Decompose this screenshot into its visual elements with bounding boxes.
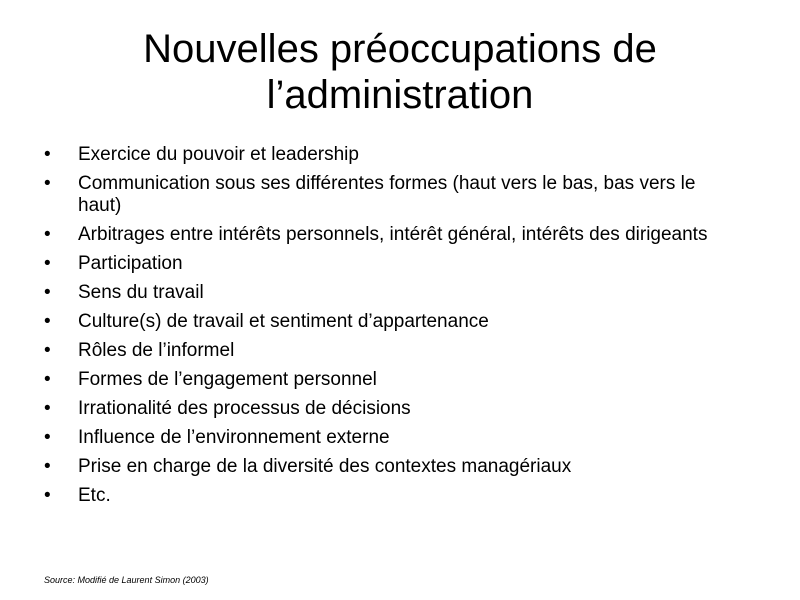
bullet-icon: •: [44, 224, 51, 245]
slide-title: [40, 26, 760, 118]
list-item-text: Communication sous ses différentes formes (haut vers le bas, bas vers le haut): [78, 173, 696, 216]
list-item-text: Arbitrages entre intérêts personnels, intérêt général, intérêts des dirigeants: [78, 224, 708, 245]
bullet-icon: •: [44, 485, 51, 506]
bullet-icon: •: [44, 456, 51, 477]
list-item: [42, 173, 732, 217]
list-item: [42, 369, 732, 391]
bullet-icon: •: [44, 253, 51, 274]
list-item-text: Prise en charge de la diversité des contextes managériaux: [78, 456, 572, 477]
list-item-text: Etc.: [78, 485, 111, 506]
list-item: [42, 224, 732, 246]
bullet-icon: •: [44, 340, 51, 361]
title-line-2: l’administration: [266, 73, 534, 117]
title-line-1: Nouvelles préoccupations de: [143, 27, 657, 71]
bullet-icon: •: [44, 282, 51, 303]
list-item-text: Culture(s) de travail et sentiment d’appartenance: [78, 311, 489, 332]
list-item-text: Sens du travail: [78, 282, 204, 303]
list-item: [42, 144, 732, 166]
bullet-list: [42, 144, 732, 514]
list-item-text: Exercice du pouvoir et leadership: [78, 144, 359, 165]
bullet-icon: •: [44, 311, 51, 332]
bullet-icon: •: [44, 173, 51, 194]
list-item: [42, 427, 732, 449]
list-item-text: Influence de l’environnement externe: [78, 427, 390, 448]
list-item: [42, 456, 732, 478]
list-item: [42, 398, 732, 420]
list-item: [42, 311, 732, 333]
bullet-icon: •: [44, 369, 51, 390]
bullet-icon: •: [44, 427, 51, 448]
list-item-text: Formes de l’engagement personnel: [78, 369, 377, 390]
list-item: [42, 485, 732, 507]
bullet-icon: •: [44, 398, 51, 419]
list-item: [42, 282, 732, 304]
list-item: [42, 340, 732, 362]
source-citation: Source: Modifié de Laurent Simon (2003): [44, 575, 209, 585]
list-item-text: Rôles de l’informel: [78, 340, 235, 361]
bullet-icon: •: [44, 144, 51, 165]
list-item: [42, 253, 732, 275]
list-item-text: Participation: [78, 253, 183, 274]
list-item-text: Irrationalité des processus de décisions: [78, 398, 411, 419]
